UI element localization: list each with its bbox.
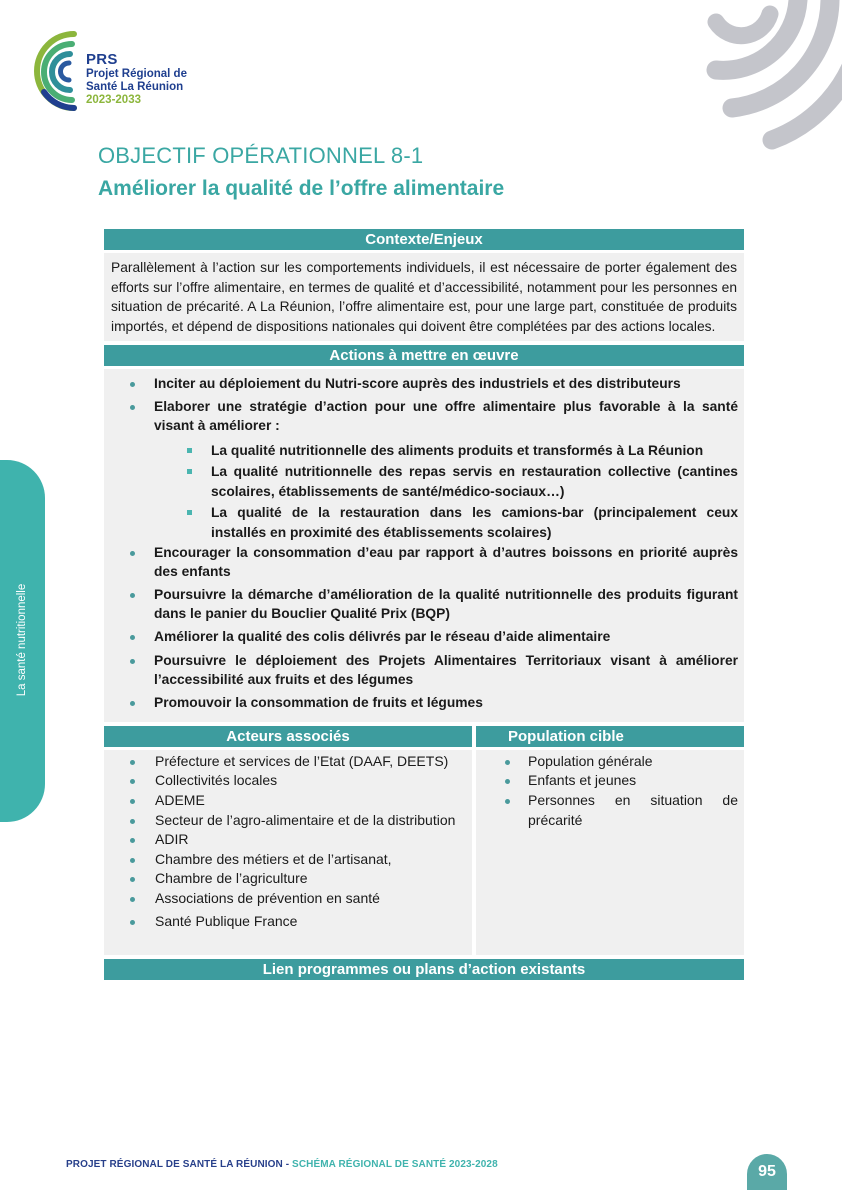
logo-line-2: Santé La Réunion — [86, 81, 184, 93]
actor-item — [104, 889, 472, 909]
footer-project: PROJET RÉGIONAL DE SANTÉ LA RÉUNION — [66, 1159, 283, 1170]
action-item — [104, 544, 738, 581]
action-sub-text: La qualité nutritionnelle des repas servis en restauration collective (cantines scolaires, établissements de santé/médico-sociaux…) — [211, 464, 738, 499]
population-text: Personnes en situation de précarité — [528, 792, 738, 828]
population-header: Population cible — [476, 726, 744, 747]
logo-years: 2023-2033 — [86, 94, 141, 106]
bullet-icon — [130, 799, 135, 804]
population-list — [476, 750, 744, 955]
action-item — [104, 398, 738, 435]
actor-text: Préfecture et services de l’Etat (DAAF, DEETS) — [155, 752, 449, 769]
actions-list — [104, 369, 744, 722]
square-bullet-icon — [187, 448, 192, 453]
action-text: Poursuivre la démarche d’amélioration de la qualité nutritionnelle des produits figurant dans le panier du Bouclier Qualité Prix (BQP) — [154, 587, 738, 621]
actor-item — [104, 912, 472, 932]
actor-item — [104, 771, 472, 791]
bullet-icon — [130, 920, 135, 925]
actor-text: Collectivités locales — [155, 772, 278, 789]
actor-item — [104, 850, 472, 870]
footer-schema: SCHÉMA RÉGIONAL DE SANTÉ 2023-2028 — [292, 1159, 498, 1170]
action-item — [104, 652, 738, 689]
actor-text: ADEME — [155, 792, 205, 809]
actor-item — [104, 830, 472, 850]
bullet-icon — [130, 897, 135, 902]
objective-label: OBJECTIF OPÉRATIONNEL 8-1 — [98, 143, 424, 168]
population-column — [476, 726, 744, 955]
actor-item — [104, 811, 472, 831]
bullet-icon — [130, 819, 135, 824]
action-text: Promouvoir la consommation de fruits et légumes — [154, 695, 483, 711]
action-sub-text: La qualité de la restauration dans les camions-bar (principalement ceux installés en proximité des établissements scolaires) — [211, 505, 738, 540]
square-bullet-icon — [187, 510, 192, 515]
page-number: 95 — [747, 1154, 787, 1190]
action-sub-list — [104, 441, 738, 543]
actor-text: ADIR — [155, 831, 189, 848]
action-item — [104, 628, 738, 647]
actor-text: Chambre des métiers et de l’artisanat, — [155, 850, 392, 867]
bullet-icon — [505, 760, 510, 765]
context-text: Parallèlement à l’action sur les comportements individuels, il est nécessaire de porter également des efforts sur l’offre alimentaire, en termes de qualité et d’accessibilité, notamment pour les personnes en situation de précarité. A La Réunion, l’offre alimentaire est, pour une large part, constituée de produits importés, et dépend de dispositions nationales qui doivent être complétées par des actions locales. — [104, 253, 744, 341]
action-text: Inciter au déploiement du Nutri-score auprès des industriels et des distributeurs — [154, 375, 681, 391]
objective-table — [104, 229, 744, 980]
square-bullet-icon — [187, 469, 192, 474]
prs-logo-arcs-icon — [24, 30, 84, 112]
action-text: Améliorer la qualité des colis délivrés par le réseau d’aide alimentaire — [154, 629, 611, 645]
actor-text: Associations de prévention en santé — [155, 890, 380, 906]
section-side-tab-label: La santé nutritionnelle — [16, 583, 28, 697]
corner-arcs-decoration-icon — [680, 0, 842, 160]
population-text: Enfants et jeunes — [528, 772, 637, 789]
page-footer — [66, 1159, 498, 1170]
logo-acronym: PRS — [86, 51, 118, 68]
actors-list — [104, 750, 472, 955]
actor-text: Secteur de l’agro-alimentaire et de la distribution — [155, 811, 456, 828]
prs-logo — [24, 30, 214, 112]
actors-header: Acteurs associés — [104, 726, 472, 747]
bullet-icon — [505, 799, 510, 804]
population-item — [476, 752, 744, 772]
bullet-icon — [505, 779, 510, 784]
bullet-icon — [130, 760, 135, 765]
action-item — [104, 375, 738, 394]
bullet-icon — [130, 382, 135, 387]
action-text: Encourager la consommation d’eau par rapport à d’autres boissons en priorité auprès des enfants — [154, 545, 738, 579]
actor-item — [104, 791, 472, 811]
actions-header: Actions à mettre en œuvre — [104, 345, 744, 366]
bullet-icon — [130, 551, 135, 556]
actor-item — [104, 752, 472, 772]
bullet-icon — [130, 405, 135, 410]
population-item — [476, 791, 744, 830]
bullet-icon — [130, 877, 135, 882]
actor-text: Chambre de l’agriculture — [155, 870, 308, 887]
bullet-icon — [130, 659, 135, 664]
bullet-icon — [130, 838, 135, 843]
footer-separator: - — [282, 1159, 293, 1170]
bullet-icon — [130, 858, 135, 863]
bullet-icon — [130, 593, 135, 598]
actor-text: Santé Publique France — [155, 912, 298, 929]
action-item — [104, 586, 738, 623]
action-sub-item — [154, 441, 738, 461]
action-sub-item — [154, 462, 738, 501]
actors-population-row — [104, 726, 744, 955]
actors-column — [104, 726, 472, 955]
objective-title: Améliorer la qualité de l’offre alimentaire — [98, 177, 505, 200]
bullet-icon — [130, 701, 135, 706]
logo-line-1: Projet Régional de — [86, 68, 187, 80]
action-sub-text: La qualité nutritionnelle des aliments produits et transformés à La Réunion — [211, 442, 704, 458]
population-text: Population générale — [528, 752, 653, 769]
bullet-icon — [130, 779, 135, 784]
action-text: Poursuivre le déploiement des Projets Alimentaires Territoriaux visant à améliorer l’accessibilité aux fruits et des légumes — [154, 653, 738, 687]
action-sub-item — [154, 503, 738, 542]
actor-item — [104, 869, 472, 889]
bullet-icon — [130, 635, 135, 640]
population-item — [476, 771, 744, 791]
context-header: Contexte/Enjeux — [104, 229, 744, 250]
action-item — [104, 694, 738, 713]
action-text: Elaborer une stratégie d’action pour une offre alimentaire plus favorable à la santé visant à améliorer : — [154, 399, 738, 433]
links-header: Lien programmes ou plans d’action existants — [104, 959, 744, 980]
